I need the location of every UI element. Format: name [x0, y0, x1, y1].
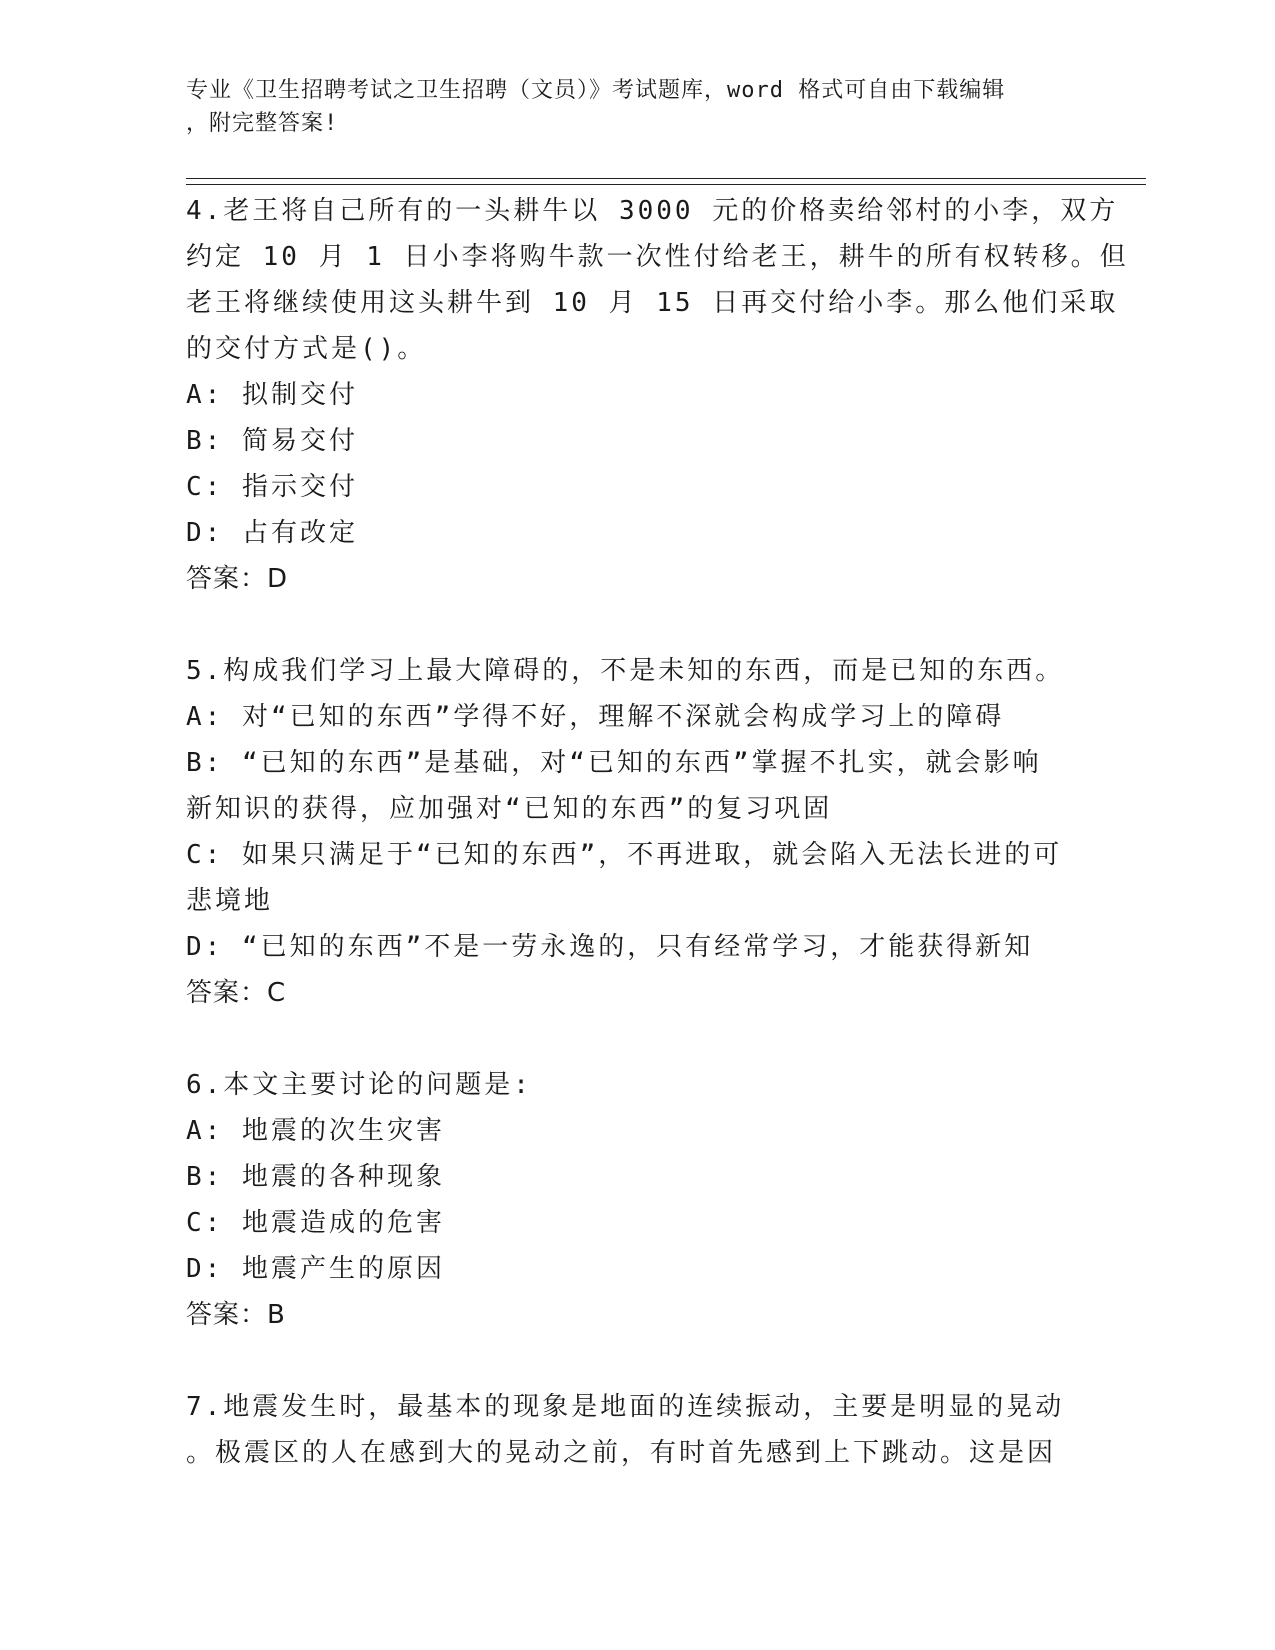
option-line: C: 指示交付 — [186, 472, 358, 502]
question-stem-line: 老王将继续使用这头耕牛到 10 月 15 日再交付给小李。那么他们采取 — [186, 288, 1119, 318]
question-stem-line: 4.老王将自己所有的一头耕牛以 3000 元的价格卖给邻村的小李，双方 — [186, 196, 1119, 226]
answer-line: 答案：B — [186, 1300, 286, 1330]
option-line: A: 拟制交付 — [186, 380, 358, 410]
question-stem-line: 5.构成我们学习上最大障碍的，不是未知的东西，而是已知的东西。 — [186, 656, 1065, 686]
option-line: C: 地震造成的危害 — [186, 1208, 445, 1238]
option-line: 悲境地 — [186, 886, 274, 916]
document-header — [186, 74, 1086, 140]
option-line: B: 地震的各种现象 — [186, 1162, 445, 1192]
question-spacer — [186, 1338, 1086, 1384]
header-rule-top — [186, 178, 1146, 179]
question-block — [186, 1384, 1086, 1476]
question-spacer — [186, 1016, 1086, 1062]
question-stem-line: 。极震区的人在感到大的晃动之前，有时首先感到上下跳动。这是因 — [186, 1438, 1057, 1468]
header-line-2: ，附完整答案! — [186, 111, 339, 136]
question-spacer — [186, 602, 1086, 648]
option-line: B: 简易交付 — [186, 426, 358, 456]
question-stem-line: 约定 10 月 1 日小李将购牛款一次性付给老王，耕牛的所有权转移。但 — [186, 242, 1129, 272]
question-block — [186, 1062, 1086, 1384]
question-stem-line: 6.本文主要讨论的问题是: — [186, 1070, 532, 1100]
option-line: D: “已知的东西”不是一劳永逸的，只有经常学习，才能获得新知 — [186, 932, 1034, 962]
option-line: A: 地震的次生灾害 — [186, 1116, 445, 1146]
option-line: D: 占有改定 — [186, 518, 358, 548]
question-stem-line: 7.地震发生时，最基本的现象是地面的连续振动，主要是明显的晃动 — [186, 1392, 1065, 1422]
header-line-1: 专业《卫生招聘考试之卫生招聘（文员）》考试题库，word 格式可自由下载编辑 — [186, 78, 1006, 103]
question-block — [186, 648, 1086, 1062]
question-stem-line: 的交付方式是()。 — [186, 334, 427, 364]
question-list — [186, 188, 1129, 1476]
answer-line: 答案：D — [186, 564, 289, 594]
option-line: C: 如果只满足于“已知的东西”，不再进取，就会陷入无法长进的可 — [186, 840, 1063, 870]
option-line: D: 地震产生的原因 — [186, 1254, 445, 1284]
option-line: A: 对“已知的东西”学得不好，理解不深就会构成学习上的障碍 — [186, 702, 1005, 732]
question-block — [186, 188, 1129, 648]
option-line: 新知识的获得，应加强对“已知的东西”的复习巩固 — [186, 794, 833, 824]
header-rule-bottom — [186, 184, 1146, 185]
answer-line: 答案：C — [186, 978, 287, 1008]
option-line: B: “已知的东西”是基础，对“已知的东西”掌握不扎实，就会影响 — [186, 748, 1042, 778]
